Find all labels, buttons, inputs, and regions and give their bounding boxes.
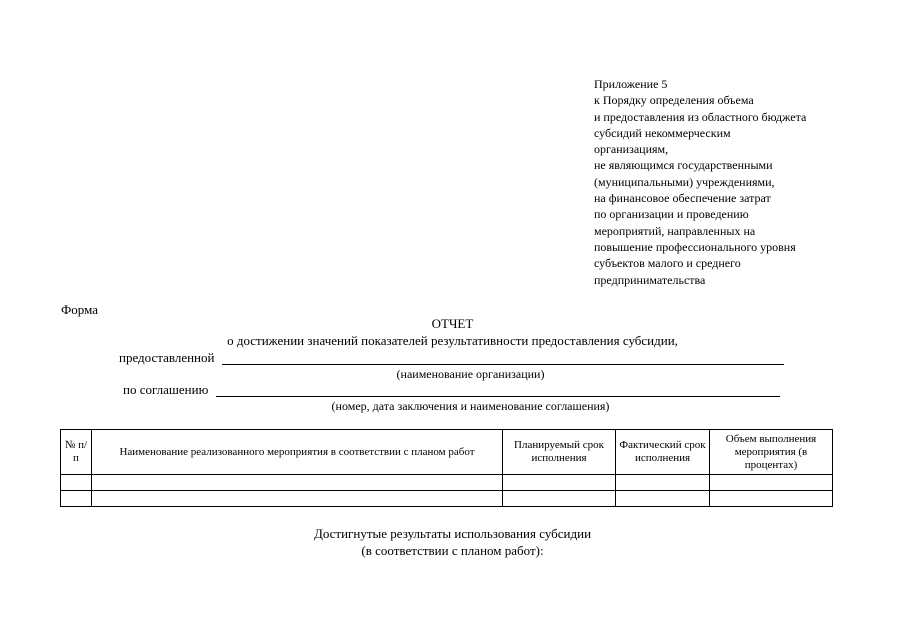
table-cell[interactable] (710, 491, 833, 507)
agreement-hint: (номер, дата заключения и наименование соглашения) (331, 399, 610, 413)
results-heading: Достигнутые результаты использования субсидии (313, 526, 592, 541)
header-actual-term: Фактический срок исполнения (616, 430, 710, 475)
agreement-line[interactable] (216, 396, 780, 397)
org-name-line[interactable] (222, 364, 784, 365)
table-header-row (61, 430, 833, 475)
appendix-line: мероприятий, направленных на (594, 223, 756, 238)
appendix-line: и предоставления из областного бюджета (594, 109, 807, 124)
appendix-line: повышение профессионального уровня (594, 239, 796, 254)
appendix-line: не являющимся государственными (594, 158, 773, 173)
header-event-name: Наименование реализованного мероприятия в соответствии с планом работ (92, 430, 503, 475)
table-cell[interactable] (92, 491, 503, 507)
appendix-line: к Порядку определения объема (594, 93, 754, 108)
appendix-line: организациям, (594, 142, 669, 157)
table-cell[interactable] (61, 475, 92, 491)
table-cell[interactable] (503, 475, 616, 491)
table-row (61, 491, 833, 507)
table-row (61, 475, 833, 491)
appendix-line: предпринимательства (594, 272, 706, 287)
table-cell[interactable] (61, 491, 92, 507)
table-cell[interactable] (92, 475, 503, 491)
org-name-hint: (наименование организации) (396, 367, 545, 381)
appendix-line: (муниципальными) учреждениями, (594, 174, 775, 189)
header-number: № п/п (61, 430, 92, 475)
appendix-line: субъектов малого и среднего (594, 256, 741, 271)
header-planned-term: Планируемый срок исполнения (503, 430, 616, 475)
report-subtitle: о достижении значений показателей результативности предоставления субсидии, (227, 333, 678, 348)
header-completion-percent: Объем выполнения мероприятия (в процентах) (710, 430, 833, 475)
report-title: ОТЧЕТ (431, 316, 474, 331)
table-cell[interactable] (503, 491, 616, 507)
report-table (60, 429, 833, 507)
provided-label: предоставленной (119, 350, 215, 365)
table-cell[interactable] (616, 491, 710, 507)
form-label: Форма (61, 302, 98, 317)
appendix-line: субсидий некоммерческим (594, 125, 731, 140)
appendix-line: по организации и проведению (594, 207, 749, 222)
appendix-line: Приложение 5 (594, 77, 668, 91)
results-subheading: (в соответствии с планом работ): (361, 543, 544, 558)
appendix-block (594, 76, 894, 288)
agreement-label: по соглашению (123, 382, 209, 397)
table-cell[interactable] (616, 475, 710, 491)
appendix-line: на финансовое обеспечение затрат (594, 191, 771, 206)
table-cell[interactable] (710, 475, 833, 491)
